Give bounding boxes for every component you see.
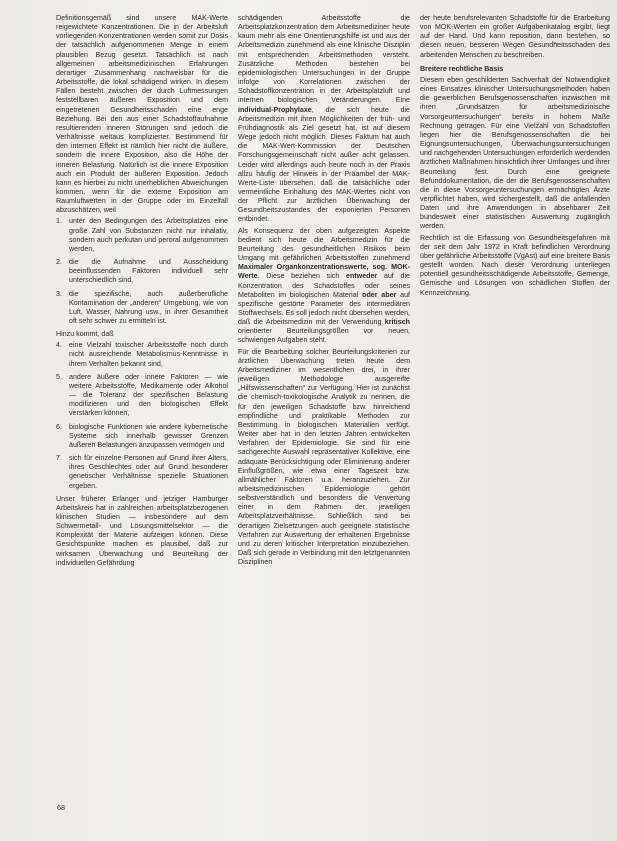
- list-item: [56, 423, 228, 450]
- paragraph: Definitionsgemäß sind unsere MAK-Werte reigewichtete Konzentrationen. Die in der Arbeitsluft vorliegenden Konzentrationen werden somit zur Dosis der tatsächlich aufgenommenen Menge in einem plausiblen Bezug gesetzt. Tatsächlich ist nach allgemeinen arbeitsmedizinischen Erfahrungen derartiger Zusammenhang nachweisbar für die Arbeitsstoffe, die lokal schädigend wirken. In diesem Fällen besteht zwischen der durch Luftmessungen feststellbaren äußeren Exposition und dem eingetretenen Gesundheitsschaden eine enge Beziehung. Bei den aus einer Schadstoffaufnahme resultierenden inneren Störungen sind jedoch die Verhältnisse weitaus komplizierter. Bestimmend für den internen Effekt ist nämlich hier nicht die äußere, sondern die innere Exposition, also die Höhe der inneren Belastung. Natürlich ist die innere Exposition auch ein Produkt der äußeren Exposition. Jedoch kann es hierbei zu nicht unerheblichen Abweichungen kommen, wenn für die externe Exposition am Raumluftwerten in der Gruppe oder im Einzelfall abzuschätzen, weil: [56, 14, 228, 215]
- paragraph: Diesem eben geschilderten Sachverhalt der Notwendigkeit eines Einsatzes klinischer Untersuchungsmethoden haben die gewerblichen Berufsgenossenschaften inzwischen mit ihren „Grundsätzen für arbeitsmedizinische Vorsorgeuntersuchungen“ bereits in hohem Maße Rechnung getragen. Für eine Vielzahl von Schadstoffen liegen hier die Berufsgenossenschaften die bei Eignungsuntersuchungen, Überwachungsuntersuchungen und nachgehenden Untersuchungen erforderlich werdenden ärztlichen Maßnahmen hinsichtlich ihrer Umfanges und ihrer Beurteilung fest. Durch eine geeignete Befunddokumentation, die der die Berufsgenossenschaften die in diese Vorsorgeuntersuchungen ermächtigten Ärzte verpflichtet haben, wird sichergestellt, daß die anfallenden Daten und ihre Anwendungen in absehbarer Zeit bundesweit einer statistischen Auswertung zugänglich werden.: [420, 75, 610, 231]
- list-text: die die Aufnahme und Ausscheidung beeinflussenden Faktoren individuell sehr unterschiedlich sind,: [69, 258, 228, 285]
- text-column-left: [56, 14, 228, 814]
- list-number: 7.: [56, 454, 62, 463]
- paragraph: Hinzu kommt, daß: [56, 330, 114, 339]
- section-heading: Breitere rechtliche Basis: [420, 64, 504, 73]
- list-item: [56, 217, 228, 254]
- paragraph: schädigenden Arbeitsstoffe die Arbeitsplatzkonzentration dem Arbeitsmediziner heute kaum mehr als eine Orientierungshilfe ist und aus der Arbeitsmedizin zunehmend als eine klinische Disziplin mit entsprechenden Arbeitsmethoden versteht. Zusätzliche Methoden bestehen bei epidemiologischen Untersuchungen in der Gruppe infolge von Korrelationen zwischen der Schadstoffkonzentration in der Arbeitsplatzluft und internen biologischen Veränderungen. Eine individual-Prophylaxe, die sich heute die Arbeitsmedizin mit ihren Möglichkeiten der früh- und Frühdiagnostik als Ziel gesetzt hat, ist auf diesem Wege jedoch nicht möglich. Dieses Faktum hat auch die MAK-Wert-Kommission der Deutschen Forschungsgemeinschaft nicht außer acht gelassen. Leider wird allerdings auch heute noch in der Praxis allzu häufig der Hinweis in der Präambel der MAK-Werte-Liste übersehen, daß die tatsächliche oder vermeintliche Einhaltung des MAK-Wertes nicht von der Pflicht zur ärztlichen Überwachung der Gesundheitszustandes der exponierten Personen entbindet.: [238, 14, 410, 224]
- paragraph: Unser früherer Erlanger und jetziger Hamburger Arbeitskreis hat in zahlreichen arbeitsplatzbezogenen klinischen Studien — insbesondere auf dem Schwermetall- und Lösungsmittelsektor — die Komplexität der Materie aufzeigen können. Diese Gesichtspunkte machen es plausibel, daß zur wirksamen Überwachung und Beurteilung der individuellen Gefährdung: [56, 494, 228, 567]
- list-text: andere äußere oder innere Faktoren — wie weitere Arbeitsstoffe, Medikamente oder Alkohol — die Toleranz der spezifischen Belastung modifizieren und den biologischen Effekt verstärken können,: [69, 372, 228, 418]
- list-number: 2.: [56, 258, 62, 267]
- list-number: 1.: [56, 217, 62, 226]
- list-number: 4.: [56, 341, 62, 350]
- list-text: unter den Bedingungen des Arbeitsplatzes eine große Zahl von Substanzen nicht nur inhalativ, sondern auch perkutan und peroral aufgenommen werden,: [69, 217, 228, 253]
- text-column-right: [420, 14, 610, 454]
- list-number: 5.: [56, 372, 62, 381]
- list-text: biologische Funktionen wie andere kybernetische Systeme sich innerhalb gewisser Grenzen äußeren Belastungen anzupassen vermögen und: [69, 422, 228, 449]
- text-column-middle: [238, 14, 410, 814]
- list-text: sich für einzelne Personen auf Grund ihrer Alters, ihres Geschlechtes oder auf Grund besonderer genetischer Verhältnisse spezielle Situationen ergeben.: [69, 454, 228, 490]
- list-item: [56, 341, 228, 368]
- paragraph: der heute berufsrelevanten Schadstoffe für die Erarbeitung von MOK-Werten ein großer Aufgabenkatalog ergibt, liegt auf der Hand. Und kann reposition, dann bestehen, so diesen neuen, besseren Wegen Gesundheitsschaden des arbeitenden Menschen zu beschreiben.: [420, 14, 610, 59]
- list-item: [56, 373, 228, 419]
- paragraph: Rechtlich ist die Erfassung von Gesundheitsgefahren mit der seit dem Jahr 1972 in Kraft befindlichen Verordnung über gefährliche Arbeitsstoffe (VgAst) auf eine breitere Basis gestellt worden. Nach dieser Verordnung unterliegen potentiell gesundheitsschädigende Arbeitsstoffe, Gemenge, Gemische und Lösungen von schädlichen Stoffen der Kennzeichnung.: [420, 233, 610, 297]
- list-number: 6.: [56, 422, 62, 431]
- list-number: 3.: [56, 289, 62, 298]
- list-item: [56, 290, 228, 327]
- page-number: 68: [57, 803, 65, 812]
- numbered-list: [56, 341, 228, 490]
- numbered-list: [56, 217, 228, 326]
- list-item: [56, 258, 228, 285]
- list-text: eine Vielzahl toxischer Arbeitsstoffe noch durch nicht ausreichende Metabolismus-Kenntnisse in ihrem Verhalten bekannt sind,: [69, 341, 228, 368]
- paragraph: Als Konsequenz der oben aufgezeigten Aspekte bedient sich heute die Arbeitsmedizin für die Beurteilung des gesundheitlichen Risikos beim Umgang mit gefährlichen Arbeitsstoffen zunehmend Maximaler Organkonzentrationswerte, sog. MOK-Werte. Diese beziehen sich entweder auf die Konzentration des Schadstoffes oder seines Metaboliten im biologischen Material oder aber auf spezifische gestörte Parameter des intermediären Stoffwechsels. Es soll jedoch nicht übersehen werden, daß die Arbeitsmedizin mit der Verwendung kritisch orientierter Beurteilungsgrößen vor neuen, schwierigen Aufgaben steht.: [238, 226, 410, 345]
- paragraph: Für die Bearbeitung solcher Beurteilungskriterien zur ärztlichen Überwachung treten heute dem Arbeitsmediziner im wesentlichen drei, in ihrer jeweiligen Methodologie ausgereifte „Hilfswissenschaften“ zur Verfügung. Hier ist zunächst die chemisch-toxikologische Analytik zu nennen, die für den jeweiligen Schadstoffe bzw. hinreichend empfindliche und praktikable Methoden zur Bestimmung in biologischen Materialien verfügt. Weiter aber hat in den letzten Jahren entwickelten Verfahren der Epidemiologie. Sie sind für eine sachgerechte Auswahl repräsentativer Kollektive, eine adäquate Berücksichtigung oder Eliminierung anderer Einflußgrößen, wie etwa einer Tageszeit bzw. allmählicher Faktoren u.a. heranzuziehen. Zur arbeitsmedizinischen Epidemiologie gehört selbstverständlich und besonders die Verwertung einer in dem Rahmen der jeweiligen Arbeitsplatzverhältnisse. Schließlich sind bei derartigen Zielsetzungen auch geeignete statistische Verfahren zur Auswertung der erhaltenen Ergebnisse und zu deren kritischer Interpretation einzubeziehen. Daß sich gerade in Verbindung mit den letztgenannten Disziplinen: [238, 347, 410, 567]
- list-text: die spezifische, auch außerberufliche Kontamination der „anderen“ Umgebung, wie von Luft, Wasser, Nahrung usw., in ihrer Gesamtheit oft sehr schwer zu ermitteln ist.: [69, 289, 228, 325]
- list-item: [56, 454, 228, 491]
